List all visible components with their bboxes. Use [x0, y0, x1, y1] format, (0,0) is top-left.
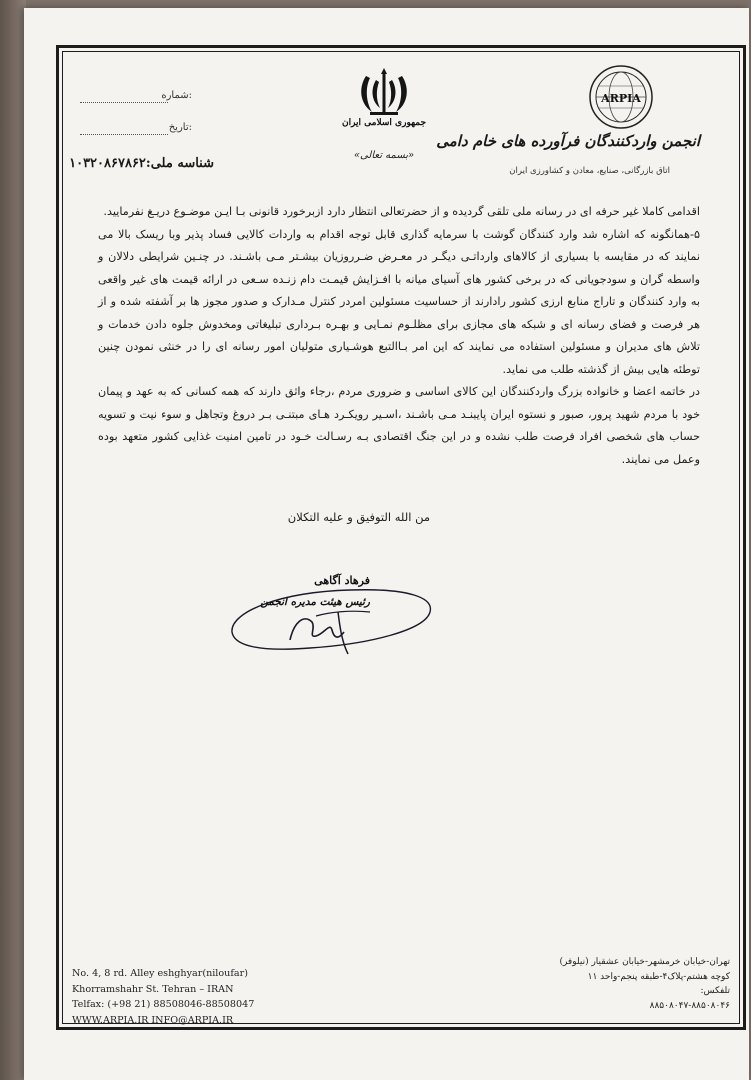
arpia-logo-icon [588, 64, 654, 130]
iran-emblem-icon [356, 68, 412, 118]
signatory-name: فرهاد آگاهی [314, 574, 370, 587]
date-dotted-line [80, 124, 168, 135]
association-name: انجمن واردکنندگان فرآورده های خام دامی [436, 132, 700, 150]
handwritten-signature-icon [220, 582, 450, 662]
number-field [80, 92, 192, 106]
footer-fa-line-3: تلفکس: [700, 986, 730, 996]
date-field [80, 124, 192, 138]
signatory-title: رئیس هیئت مدیره انجمن [260, 596, 370, 608]
footer-fa-line-2: کوچه هشتم-پلاک۴-طبقه پنجم-واحد ۱۱ [587, 971, 730, 982]
footer-fa-line-4: ۸۸۵۰۸۰۴۷-۸۸۵۰۸۰۴۶ [649, 1000, 730, 1011]
logo-text: ARPIA [601, 92, 641, 105]
footer-en-line-2: Khorramshahr St. Tehran – IRAN [72, 983, 234, 995]
number-label: شماره: [161, 90, 192, 101]
body-paragraph-3: در خاتمه اعضا و خانواده بزرگ واردکنندگان این کالای اساسی و ضروری مردم ،رجاء واثق دارند که همه کسانی که به عهد و پیمان خود با مردم شهید پرور، صبور و نستوه ایران پایبنـد مـی باشـند ،اسـیر رویکـرد هـای مبتنـی بـر دروغ وتجاهل و سوء نیت و تسویه حساب های شخصی افراد فرصت طلب نشده و در این جنگ اقتصادی بـه رسـالت خـود در تامین امنیت غذایی کشور متعهد بوده وعمل می نمایند. [98, 385, 700, 466]
body-paragraph-2: ۵-همانگونه که اشاره شد وارد کنندگان گوشت با سرمایه گذاری قابل توجه اقدام به واردات کالایی فساد پذیر وبا ریسک بالا می نمایند که در مقایسه با بسیاری از کالاهای وارداتـی دیگـر در معـرض ضـرروزیان بیشـتر مـی باشـند. در چنـین شرایطی دلالان و واسطه گران و سودجویانی که در برخی کشور های آسیای میانه با افـزایش قیمـت دام زنـده سـعی در ارائه قیمت های غیر واقعی به وارد کنندگان و تاراج منابع ارزی کشور رادارند از حساسیت مسئولین امردر کنترل مـدارک و صدور مجوز ها بر آشفته شده و از هر فرصت و فضای رسانه ای و شبکه های مجازی برای مظلـوم نمـایی و بهـره بـرداری تبلیغاتی ومخدوش جلوه دادن خدمات و تلاش های مدیران و مسئولین استفاده می نمایند که این امر بـاالتبع هوشـیاری متولیان امور رسانه ای را در خنثی نمودن چنین توطئه هایی بیش از گذشته طلب می نماید. [98, 227, 700, 376]
number-dotted-line [80, 92, 168, 103]
footer-english-address [72, 966, 292, 1028]
background-shadow [0, 0, 26, 1080]
footer-persian-address [530, 955, 730, 1013]
national-id-label: شناسه ملی: [145, 156, 214, 171]
closing-phrase: من الله التوفیق و علیه التکلان [287, 510, 430, 524]
national-id-value: ۱۰۳۲۰۸۶۷۸۶۲ [69, 156, 146, 171]
national-id [69, 152, 214, 171]
body-paragraph-1: اقدامی کاملا غیر حرفه ای در رسانه ملی تلقی گردیده و از حضرتعالی انتظار دارد ازبرخورد قانونی بـا ایـن موضـوع دریـغ نفرمایید. [103, 205, 700, 218]
footer-en-line-4: WWW.ARPIA.IR INFO@ARPIA.IR [72, 1014, 234, 1026]
page-border-inner [62, 51, 740, 1024]
footer-fa-line-1: تهران-خیابان خرمشهر-خیابان عشقیار (نیلوفر) [559, 957, 730, 967]
bismillah-text: «بسمه تعالی» [353, 150, 415, 161]
association-subtitle: اتاق بازرگانی، صنایع، معادن و کشاورزی ایران [509, 166, 670, 176]
footer-en-line-1: No. 4, 8 rd. Alley eshghyar(niloufar) [72, 968, 248, 979]
letter-body [98, 201, 700, 471]
emblem-caption: جمهوری اسلامی ایران [341, 118, 427, 128]
footer-en-line-3: Telfax: (+98 21) 88508046-88508047 [72, 999, 255, 1010]
date-label: تاریخ: [168, 122, 192, 133]
